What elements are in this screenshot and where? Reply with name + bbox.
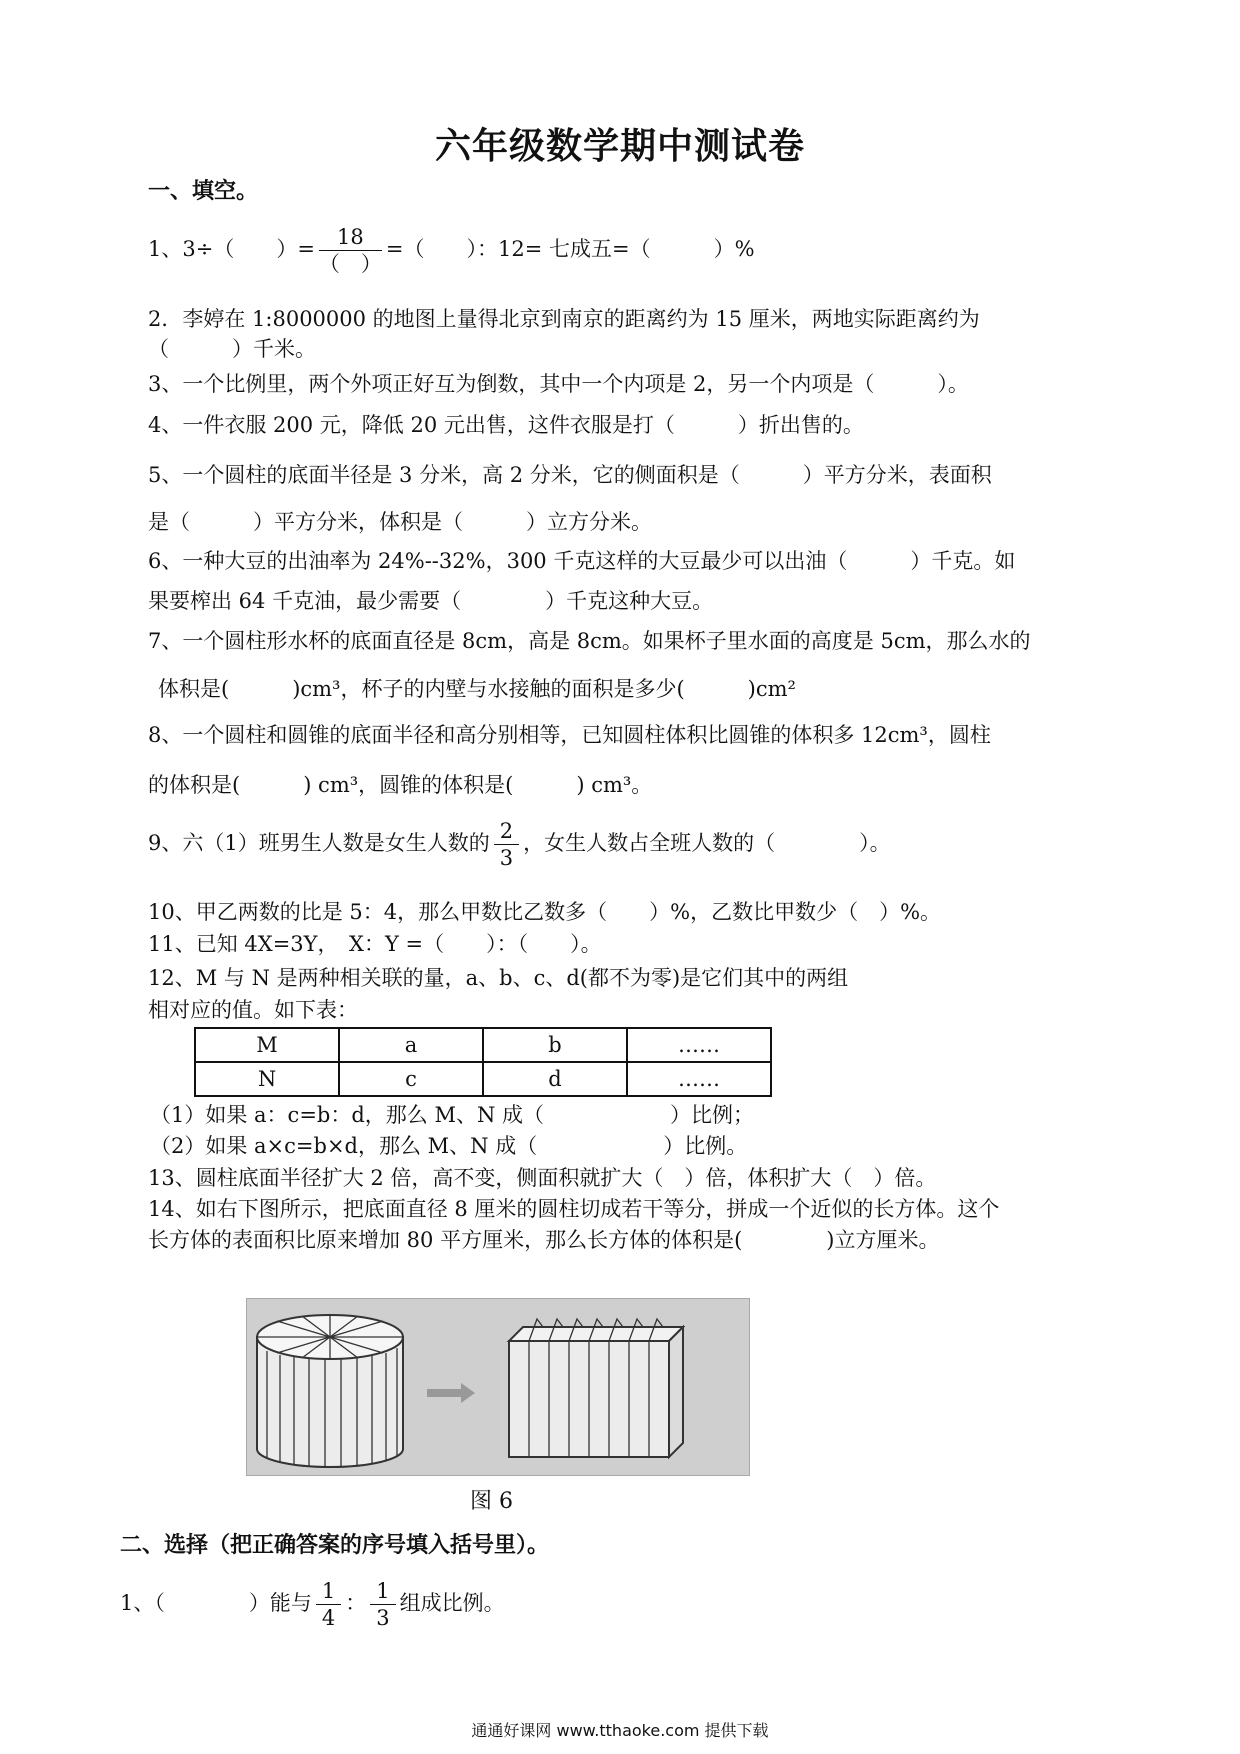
question-13: 13、圆柱底面半径扩大 2 倍，高不变，侧面积就扩大（ ）倍，体积扩大（ ）倍。 (148, 1166, 937, 1190)
question-4: 4、一件衣服 200 元，降低 20 元出售，这件衣服是打（ ）折出售的。 (148, 413, 864, 437)
s2q1-part-b: 组成比例。 (399, 1591, 505, 1615)
s2q1-fraction-2-denominator: 3 (376, 1606, 390, 1630)
q1-fraction-denominator: （ ） (318, 252, 382, 276)
s2q1-ratio-sign: ： (345, 1591, 367, 1615)
question-9 (148, 818, 891, 871)
q9-part-a: 9、六（1）班男生人数是女生人数的 (148, 831, 490, 855)
q1-fraction-numerator: 18 (319, 224, 382, 251)
table-cell: b (483, 1028, 627, 1062)
table-cell: …… (627, 1028, 771, 1062)
question-14-line-2: 长方体的表面积比原来增加 80 平方厘米，那么长方体的体积是( )立方厘米。 (148, 1228, 940, 1252)
approximate-cuboid (509, 1319, 683, 1457)
question-6-line-1: 6、一种大豆的出油率为 24%--32%，300 千克这样的大豆最少可以出油（ ）千克。如 (148, 549, 1016, 573)
page-footer: 通通好课网 www.tthaoke.com 提供下载 (471, 1721, 769, 1740)
figure-caption: 图 6 (470, 1489, 513, 1514)
s2q1-fraction-1-denominator: 4 (321, 1606, 336, 1630)
s2q1-fraction-2-numerator: 1 (370, 1578, 395, 1605)
s2q1-part-a: 1、（ ）能与 (120, 1591, 312, 1615)
cylinder-cuboid-illustration (247, 1299, 749, 1475)
q9-fraction (494, 818, 519, 871)
s2q1-fraction-2 (370, 1578, 395, 1631)
question-11: 11、已知 4X=3Y， X：Y =（ ）：（ ）。 (148, 932, 602, 956)
section2-question-1 (120, 1578, 505, 1631)
arrow-icon (427, 1383, 475, 1403)
question-10: 10、甲乙两数的比是 5：4，那么甲数比乙数多（ ）%，乙数比甲数少（ ）%。 (148, 900, 942, 924)
mn-value-table (194, 1027, 772, 1097)
table-cell: a (339, 1028, 483, 1062)
question-14-line-1: 14、如右下图所示，把底面直径 8 厘米的圆柱切成若干等分，拼成一个近似的长方体。这个 (148, 1197, 1000, 1221)
section2-heading: 二、选择（把正确答案的序号填入括号里）。 (120, 1532, 550, 1558)
question-2-line-1: 2．李婷在 1:8000000 的地图上量得北京到南京的距离约为 15 厘米，两地实际距离约为 (148, 307, 980, 331)
s2q1-fraction-1 (316, 1578, 341, 1631)
question-5-line-2: 是（ ）平方分米，体积是（ ）立方分米。 (148, 510, 652, 534)
question-5-line-1: 5、一个圆柱的底面半径是 3 分米，高 2 分米，它的侧面积是（ ）平方分米，表面积 (148, 463, 992, 487)
table-cell: …… (627, 1062, 771, 1096)
page-title: 六年级数学期中测试卷 (434, 125, 805, 167)
question-8-line-2: 的体积是( ) cm³，圆锥的体积是( ) cm³。 (148, 773, 653, 797)
q1-part-b: =（ ）：12= 七成五=（ ）% (385, 237, 755, 261)
table-cell: N (195, 1062, 339, 1096)
question-7-line-1: 7、一个圆柱形水杯的底面直径是 8cm，高是 8cm。如果杯子里水面的高度是 5cm，那么水的 (148, 629, 1031, 653)
question-12-sub-1: （1）如果 a：c=b：d，那么 M、N 成（ ）比例； (150, 1103, 755, 1127)
table-cell: c (339, 1062, 483, 1096)
table-row (195, 1028, 771, 1062)
q9-fraction-numerator: 2 (494, 818, 519, 845)
q9-fraction-denominator: 3 (499, 846, 514, 870)
question-12-sub-2: （2）如果 a×c=b×d，那么 M、N 成（ ）比例。 (150, 1134, 748, 1158)
section1-heading: 一、填空。 (148, 178, 259, 204)
sliced-cylinder (257, 1315, 403, 1467)
q9-part-b: ，女生人数占全班人数的（ ）。 (523, 831, 891, 855)
question-2-line-2: （ ）千米。 (148, 337, 316, 361)
s2q1-fraction-1-numerator: 1 (316, 1578, 341, 1605)
question-12-line-2: 相对应的值。如下表： (148, 998, 358, 1022)
q1-part-a: 1、3÷（ ）= (148, 237, 315, 261)
table-row (195, 1062, 771, 1096)
question-3: 3、一个比例里，两个外项正好互为倒数，其中一个内项是 2，另一个内项是（ ）。 (148, 372, 969, 396)
question-1 (148, 224, 755, 277)
table-cell: d (483, 1062, 627, 1096)
question-12-line-1: 12、M 与 N 是两种相关联的量，a、b、c、d(都不为零)是它们其中的两组 (148, 966, 849, 990)
cylinder-to-cuboid-figure (246, 1298, 750, 1476)
question-7-line-2: 体积是( )cm³，杯子的内壁与水接触的面积是多少( )cm² (158, 677, 796, 701)
table-cell: M (195, 1028, 339, 1062)
question-8-line-1: 8、一个圆柱和圆锥的底面半径和高分别相等，已知圆柱体积比圆锥的体积多 12cm³，圆柱 (148, 723, 991, 747)
q1-fraction (319, 224, 382, 277)
question-6-line-2: 果要榨出 64 千克油，最少需要（ ）千克这种大豆。 (148, 589, 714, 613)
